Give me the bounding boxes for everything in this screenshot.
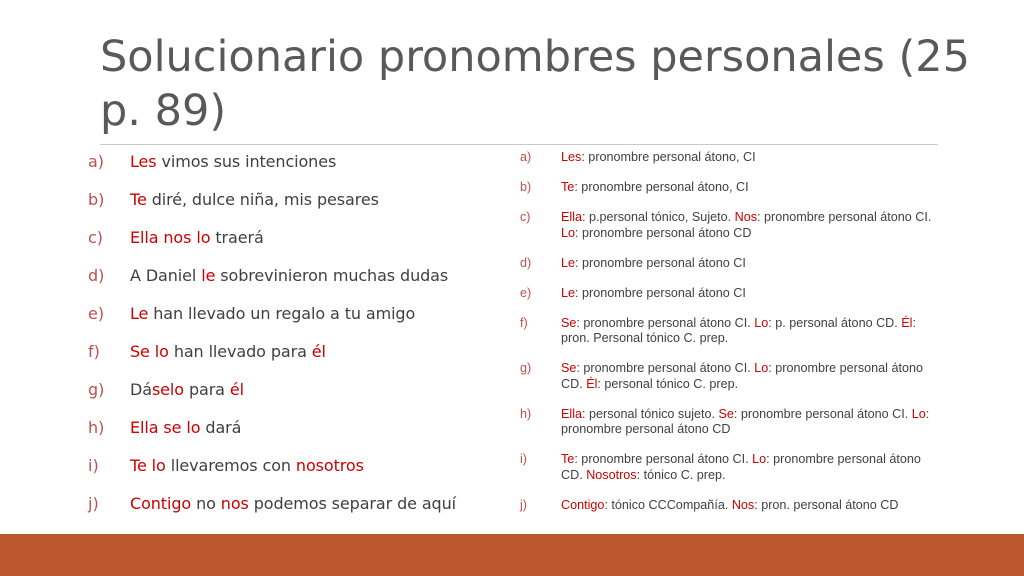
solution-item <box>520 256 940 272</box>
text-segment: : pronombre personal átono CI. <box>574 452 753 466</box>
solution-item <box>520 361 940 392</box>
pronoun-highlight: Ella nos lo <box>130 227 211 247</box>
text-segment: traerá <box>210 227 264 247</box>
pronoun-highlight: Nos <box>734 210 758 224</box>
solution-item <box>520 180 940 196</box>
list-marker: f) <box>88 341 100 361</box>
text-segment: han llevado para <box>168 341 312 361</box>
text-segment: : pron. personal átono CD <box>754 497 899 512</box>
item-text <box>561 452 940 483</box>
pronoun-highlight: Lo <box>911 406 926 421</box>
pronoun-highlight: nos <box>220 493 249 513</box>
solution-item <box>520 452 940 483</box>
list-marker: i) <box>520 452 527 466</box>
pronoun-highlight: Él <box>586 376 598 391</box>
text-segment: : p.personal tónico, Sujeto. <box>582 210 735 224</box>
text-segment: : tónico CCCompañía. <box>604 497 732 512</box>
solution-item <box>520 407 940 438</box>
sentence-item <box>88 142 508 180</box>
pronoun-highlight: Se <box>561 315 577 330</box>
list-marker: j) <box>88 493 99 513</box>
item-text <box>130 228 264 247</box>
item-text <box>130 342 326 361</box>
item-text <box>130 380 244 399</box>
list-marker: g) <box>88 379 105 399</box>
list-marker: c) <box>88 227 104 247</box>
sentence-item <box>88 408 508 446</box>
item-text <box>561 361 940 392</box>
item-text <box>561 498 940 514</box>
pronoun-highlight: él <box>311 341 326 361</box>
sentence-item <box>88 446 508 484</box>
text-segment: : pronombre personal átono CI. <box>576 361 755 375</box>
pronoun-highlight: Ella se lo <box>130 417 201 437</box>
item-text <box>561 210 940 241</box>
pronoun-highlight: Le <box>561 285 576 300</box>
pronoun-highlight: Nos <box>731 497 755 512</box>
slide-title: Solucionario pronombres personales (25 p. 89) <box>100 32 970 136</box>
pronoun-highlight: Contigo <box>130 493 192 513</box>
text-segment: : pronombre personal átono CD <box>575 225 752 240</box>
text-segment: : pron. Personal tónico C. prep. <box>561 315 916 345</box>
sentence-item <box>88 370 508 408</box>
text-segment: diré, dulce niña, mis pesares <box>146 189 379 209</box>
text-segment: llevaremos con <box>165 455 296 475</box>
item-text <box>130 494 456 513</box>
list-marker: a) <box>520 150 532 164</box>
pronoun-highlight: Le <box>130 303 149 323</box>
pronoun-highlight: Se lo <box>130 341 169 361</box>
list-marker: b) <box>520 180 532 194</box>
text-segment: han llevado un regalo a tu amigo <box>148 303 416 323</box>
text-segment: : tónico C. prep. <box>636 467 726 482</box>
list-marker: f) <box>520 315 528 330</box>
item-text <box>561 180 940 196</box>
pronoun-highlight: él <box>229 379 244 399</box>
text-segment: : pronombre personal átono CD <box>561 406 930 436</box>
sentence-item <box>88 218 508 256</box>
text-segment: A Daniel <box>130 265 202 285</box>
list-marker: a) <box>88 151 105 171</box>
item-text <box>130 456 364 475</box>
pronoun-highlight: Te <box>561 180 575 194</box>
list-marker: i) <box>88 455 99 475</box>
solution-item <box>520 498 940 514</box>
pronoun-highlight: Le <box>561 255 576 270</box>
list-marker: c) <box>520 210 531 224</box>
solution-item <box>520 316 940 347</box>
pronoun-highlight: Les <box>130 151 157 171</box>
pronoun-highlight: Ella <box>561 406 582 421</box>
item-text <box>561 256 940 272</box>
pronoun-highlight: Les <box>561 150 582 164</box>
text-segment: : pronombre personal átono CI. <box>733 406 912 421</box>
list-marker: e) <box>520 285 532 300</box>
item-text <box>130 418 241 437</box>
sentence-item <box>88 294 508 332</box>
pronoun-highlight: Lo <box>754 315 769 330</box>
pronoun-highlight: selo <box>151 379 184 399</box>
text-segment: : pronombre personal átono, CI <box>574 180 749 194</box>
text-segment: sobrevinieron muchas dudas <box>215 265 449 285</box>
text-segment: : pronombre personal átono, CI <box>581 150 756 164</box>
list-marker: e) <box>88 303 105 323</box>
text-segment: podemos separar de aquí <box>248 493 456 513</box>
text-segment: : pronombre personal átono CI. <box>576 315 755 330</box>
text-segment: : pronombre personal átono CD. <box>561 452 921 482</box>
pronoun-highlight: Te <box>130 189 147 209</box>
list-marker: b) <box>88 189 105 209</box>
pronoun-highlight: Se <box>561 361 577 375</box>
solution-item <box>520 286 940 302</box>
item-text <box>130 190 379 209</box>
text-segment: Dá <box>130 379 152 399</box>
text-segment: : pronombre personal átono CI <box>575 285 746 300</box>
item-text <box>561 286 940 302</box>
list-marker: g) <box>520 361 532 375</box>
pronoun-highlight: Te lo <box>130 455 166 475</box>
pronoun-highlight: Lo <box>561 225 576 240</box>
sentence-item <box>88 256 508 294</box>
footer-bar <box>0 534 1024 576</box>
text-segment: no <box>191 493 221 513</box>
pronoun-highlight: Él <box>901 315 913 330</box>
pronoun-highlight: nosotros <box>295 455 364 475</box>
pronoun-highlight: Contigo <box>561 497 605 512</box>
text-segment: vimos sus intenciones <box>156 151 337 171</box>
pronoun-highlight: Nosotros <box>586 467 637 482</box>
pronoun-highlight: le <box>201 265 216 285</box>
text-segment: dará <box>200 417 242 437</box>
list-marker: d) <box>88 265 105 285</box>
pronoun-highlight: Te <box>561 452 575 466</box>
item-text <box>130 304 415 323</box>
item-text <box>561 316 940 347</box>
solution-list <box>520 150 940 513</box>
pronoun-highlight: Lo <box>754 361 769 375</box>
text-segment: : personal tónico C. prep. <box>597 376 739 391</box>
item-text <box>130 152 336 171</box>
text-segment: : pronombre personal átono CI. <box>757 210 932 224</box>
pronoun-highlight: Ella <box>561 210 582 224</box>
solution-item <box>520 210 940 241</box>
text-segment: : p. personal átono CD. <box>768 315 902 330</box>
item-text <box>561 150 940 166</box>
pronoun-highlight: Se <box>718 406 734 421</box>
sentence-list <box>88 142 508 522</box>
text-segment: : pronombre personal átono CD. <box>561 361 923 391</box>
pronoun-highlight: Lo <box>752 452 767 466</box>
list-marker: j) <box>520 497 527 512</box>
sentence-item <box>88 332 508 370</box>
text-segment: : personal tónico sujeto. <box>582 406 719 421</box>
text-segment: para <box>183 379 230 399</box>
list-marker: h) <box>520 406 532 421</box>
list-marker: d) <box>520 255 532 270</box>
item-text <box>561 407 940 438</box>
solution-item <box>520 150 940 166</box>
sentence-item <box>88 484 508 522</box>
list-marker: h) <box>88 417 105 437</box>
sentence-item <box>88 180 508 218</box>
text-segment: : pronombre personal átono CI <box>575 255 746 270</box>
item-text <box>130 266 448 285</box>
